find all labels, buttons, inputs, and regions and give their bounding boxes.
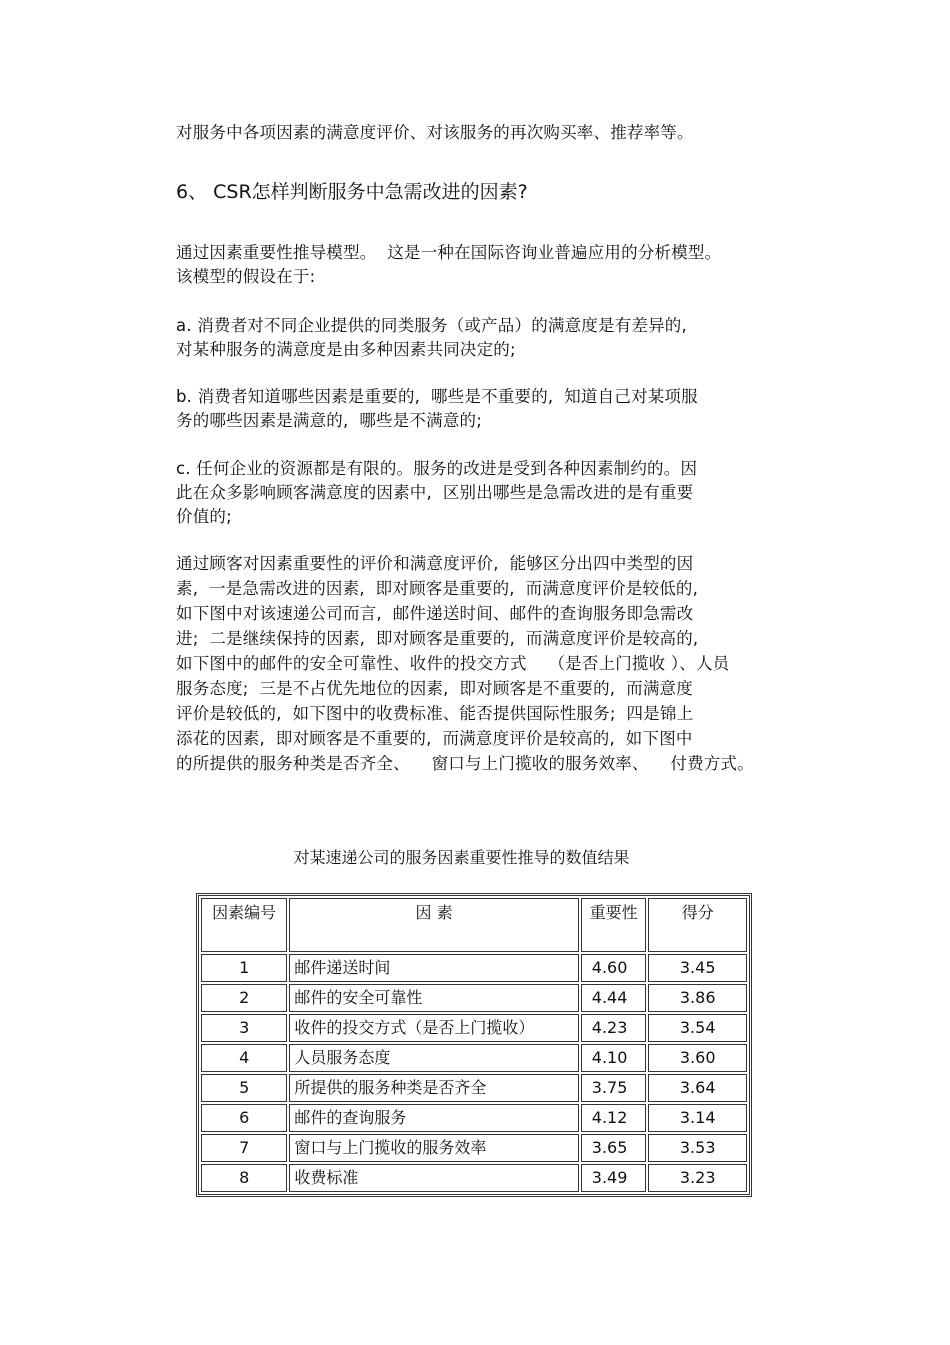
types-line-3: 如下图中对该速递公司而言, 邮件递送时间、邮件的查询服务即急需改 [176,604,694,623]
header-factor: 因 素 [289,898,578,952]
cell-score: 3.60 [648,1044,747,1072]
intro-line: 对服务中各项因素的满意度评价、对该服务的再次购买率、推荐率等。 [176,123,694,142]
cell-importance: 4.10 [581,1044,647,1072]
cell-importance: 4.12 [581,1104,647,1132]
cell-factor-no: 7 [201,1134,287,1162]
header-factor-no: 因素编号 [201,898,287,952]
cell-factor: 窗口与上门揽收的服务效率 [289,1134,578,1162]
table-caption: 对某速递公司的服务因素重要性推导的数值结果 [293,848,630,867]
types-line-7: 评价是较低的, 如下图中的收费标准、能否提供国际性服务; 四是锦上 [176,704,694,723]
types-line-5: 如下图中的邮件的安全可靠性、收件的投交方式 （是否上门揽收 ）、人员 [176,654,730,673]
cell-factor: 所提供的服务种类是否齐全 [289,1074,578,1102]
table-row [201,984,747,1012]
cell-factor: 收件的投交方式（是否上门揽收） [289,1014,578,1042]
types-line-6: 服务态度; 三是不占优先地位的因素, 即对顾客是不重要的, 而满意度 [176,679,693,698]
cell-factor: 邮件的安全可靠性 [289,984,578,1012]
cell-importance: 4.44 [581,984,647,1012]
assumption-c-line-1: c. 任何企业的资源都是有限的。服务的改进是受到各种因素制约的。因 [176,459,698,478]
cell-score: 3.23 [648,1164,747,1192]
header-importance: 重要性 [581,898,647,952]
cell-factor: 邮件的查询服务 [289,1104,578,1132]
cell-factor-no: 1 [201,954,287,982]
section-heading: 6、 CSR怎样判断服务中急需改进的因素? [176,181,528,203]
assumption-c-line-3: 价值的; [176,507,232,526]
factor-table [196,893,752,1197]
cell-importance: 3.75 [581,1074,647,1102]
model-intro-line-1: 通过因素重要性推导模型。 这是一种在国际咨询业普遍应用的分析模型。 [176,243,722,262]
assumption-c-line-2: 此在众多影响顾客满意度的因素中, 区别出哪些是急需改进的是有重要 [176,483,694,502]
cell-score: 3.14 [648,1104,747,1132]
table-row [201,1134,747,1162]
cell-factor: 收费标准 [289,1164,578,1192]
cell-factor-no: 2 [201,984,287,1012]
types-line-2: 素, 一是急需改进的因素, 即对顾客是重要的, 而满意度评价是较低的, [176,579,699,598]
assumption-b-line-2: 务的哪些因素是满意的, 哪些是不满意的; [176,411,482,430]
assumption-a-line-1: a. 消费者对不同企业提供的同类服务（或产品）的满意度是有差异的, [176,316,687,335]
cell-factor-no: 5 [201,1074,287,1102]
table-row [201,1164,747,1192]
header-score: 得分 [648,898,747,952]
model-intro-line-2: 该模型的假设在于: [176,267,316,286]
cell-score: 3.86 [648,984,747,1012]
cell-importance: 3.65 [581,1134,647,1162]
types-line-9: 的所提供的服务种类是否齐全、 窗口与上门揽收的服务效率、 付费方式。 [176,754,754,773]
table-row [201,1074,747,1102]
cell-factor: 邮件递送时间 [289,954,578,982]
cell-score: 3.54 [648,1014,747,1042]
types-line-4: 进; 二是继续保持的因素, 即对顾客是重要的, 而满意度评价是较高的, [176,629,699,648]
cell-factor-no: 8 [201,1164,287,1192]
cell-score: 3.64 [648,1074,747,1102]
table-row [201,954,747,982]
types-line-8: 添花的因素, 即对顾客是不重要的, 而满意度评价是较高的, 如下图中 [176,729,693,748]
table-row [201,1104,747,1132]
cell-factor: 人员服务态度 [289,1044,578,1072]
assumption-b-line-1: b. 消费者知道哪些因素是重要的, 哪些是不重要的, 知道自己对某项服 [176,387,698,406]
table-row [201,1014,747,1042]
cell-factor-no: 3 [201,1014,287,1042]
cell-importance: 4.60 [581,954,647,982]
table-header-row [201,898,747,952]
cell-factor-no: 4 [201,1044,287,1072]
cell-factor-no: 6 [201,1104,287,1132]
table-row [201,1044,747,1072]
cell-score: 3.45 [648,954,747,982]
assumption-a-line-2: 对某种服务的满意度是由多种因素共同决定的; [176,340,516,359]
cell-score: 3.53 [648,1134,747,1162]
cell-importance: 4.23 [581,1014,647,1042]
types-line-1: 通过顾客对因素重要性的评价和满意度评价, 能够区分出四中类型的因 [176,554,694,573]
cell-importance: 3.49 [581,1164,647,1192]
